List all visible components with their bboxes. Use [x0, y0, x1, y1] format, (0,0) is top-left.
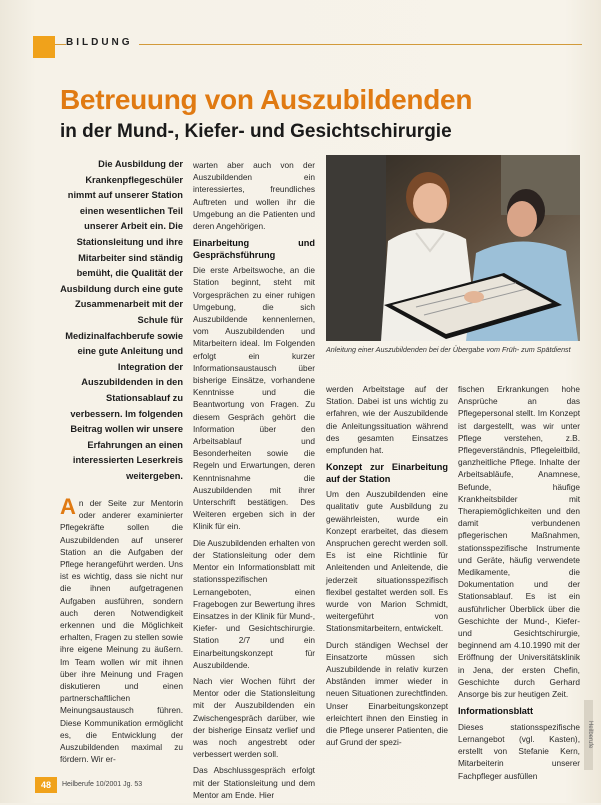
section-label: BILDUNG — [66, 37, 139, 48]
intro-paragraph: Die Ausbildung der Krankenpflegeschüler nimmt auf unserer Station einen wesentlichen Teil unserer Arbeit ein. Die Stationsleitung und ihre Mitarbeiter sind ständig bemüht, die Qualität der Ausbildung durch eine gute Zusammenarbeit mit der Schule für Medizinalfachberufe sowie eine gute Anleitung und Integration der Auszubildenden in den Stationsablauf zu verbessern. Im folgenden Beitrag wollen wir unsere Erfahrungen an einen interessierten Leserkreis weitergeben. — [60, 159, 183, 481]
body-paragraph: Dieses stationsspezifische Lernangebot (vgl. Kasten), erstellt von Stefanie Kern, Mitarbeiterin unserer Fachpfleger ausfüllen — [458, 721, 580, 781]
photo-caption: Anleitung einer Auszubildenden bei der Übergabe vom Früh- zum Spätdienst — [326, 345, 571, 354]
page-number: 48 — [35, 777, 57, 793]
side-tab-label: Heilberufe — [584, 700, 593, 770]
article-photo — [326, 155, 580, 341]
subheading-konzept: Konzept zur Einarbeitung auf der Station — [326, 462, 448, 484]
photo-illustration — [326, 155, 580, 341]
drop-cap: A — [60, 494, 76, 519]
journal-reference: Heilberufe 10/2001 Jg. 53 — [62, 781, 143, 788]
body-paragraph: Das Abschlussgespräch erfolgt mit der Stationsleitung und dem Mentor am Ende. Hier — [193, 765, 315, 800]
article-subtitle: in der Mund-, Kiefer- und Gesichtschirurgie — [60, 121, 452, 142]
kicker-color-box — [33, 36, 55, 58]
body-column-1 — [60, 494, 183, 769]
body-paragraph — [60, 494, 183, 765]
body-column-3 — [326, 383, 448, 752]
body-paragraph: warten aber auch von der Auszubildenden ein interessiertes, freundliches Auftreten und wollen ihr die Umgebung an die Patienten und deren Angehörigen. — [193, 160, 315, 232]
subheading-informationsblatt: Informationsblatt — [458, 706, 534, 717]
body-paragraph: Um den Auszubildenden eine qualitativ gute Ausbildung zu gewährleisten, wurde ein Konzept erarbeitet, das diesem Anspruchen gerecht werden soll. Es ist eine Richtlinie für Anleitenden und Anleitende, die jederzeit situationsspezifisch flexibel gestaltet werden soll. Es wurde von Marion Schmidt, weitergeführt von Stationsmitarbeitern, entwickelt. — [326, 489, 448, 634]
body-paragraph: fischen Erkrankungen hohe Ansprüche an das Pflegepersonal stellt. Im Konzept ist dargestellt, was wir unter Pflege verstehen, z.B. Pflegeverständnis, Pflegeleitbild, ganzheitliche Pflege. Inhalte der Arbeitsabläufe, Anamnese, Befunde, häufige Krankheitsbilder mit Therapiemöglichkeiten und den damit verbundenen pflegerischen Maßnahmen, stationsspezifische Instrumente und Geräte, häufig verwendete Medikamente, die Dokumentation und der Stationsablauf. Es ist ein ausführlicher Überblick über die Geschichte der Mund-, Kiefer- und Gesichtschirurgie, beginnend am 4.10.1990 mit der Eröffnung der Universitätsklinik in Jena, der ersten Chefin, Geschichte durch Gerhard Ansorge bis zur heutigen Zeit. — [458, 384, 580, 700]
section-kicker — [33, 36, 593, 58]
body-paragraph: Durch ständigen Wechsel der Einsatzorte müssen sich Auszubildende in relativ kurzen Abständen immer wieder in neuen Situationen zurechtfinden. Unser Einarbeitungskonzept erleichtert ihnen den Einstieg in die Pflege unserer Patienten, die auf Grund der spezi- — [326, 639, 448, 748]
body-column-4 — [458, 383, 580, 786]
body-paragraph: Die Auszubildenden erhalten von der Stationsleitung oder dem Mentor ein Informationsblatt mit stationsspezifischen Lernangeboten, einen Fragebogen zur Bewertung ihres Einsatzes in der Klinik für Mund-, Kiefer- und Gesichtschirurgie. Station 2/7 und ein Einarbeitungskonzept für Auszubildende. — [193, 537, 315, 670]
body-column-2 — [193, 159, 315, 805]
article-title: Betreuung von Auszubildenden — [60, 84, 473, 115]
body-paragraph: werden Arbeitstage auf der Station. Dabei ist uns wichtig zu erfahren, wie der Auszubildende die Anleitungssituation während des gesamten Einsatzes empfunden hat. — [326, 384, 448, 456]
subheading-einarbeitung: Einarbeitung und Gesprächsführung — [193, 238, 315, 260]
body-paragraph: Die erste Arbeitswoche, an die Station beginnt, steht mit Vorgesprächen zu einer ruhigen Umgebung, die sich Auszubildende kennenlernen, vom Auszubildenden und Mitarbeitern ideal. Im Folgenden erfolgt ein kurzer Informationsaustausch über bisherige Einsätze, vorhandene Kenntnisse und die Beantwortung von Fragen. Zu diesem Gespräch gehört die Information über den Arbeitsablauf und Besonderheiten sowie die Regeln und Erwartungen, deren Kenntnisnahme die Auszubildenden mit ihrer Unterschrift bestätigen. Des Weiteren ergeben sich in der Klinik für ein. — [193, 265, 315, 532]
paragraph-text: n der Seite zur Mentorin oder anderer examinierter Pflegekräfte sollen die Auszubildenden auf unserer Station an die Aufgaben der Pflege herangeführt werden. Uns ist es wichtig, dass sie nicht nur die ihnen aufgetragenen Aufgaben ausführen, sondern auch deren Notwendigkeit erkennen und die Möglichkeit erhalten, Fragen zu stellen sowie ihre eigene Meinung zu äußern. Im Team wollen wir mit ihnen über ihre Meinung und Fragen diskutieren und einen partnerschaftlichen Meinungsaustausch führen. Diese Kommunikation ermöglicht es, die Entwicklung der Auszubildenden maximal zu fördern. Wir er- — [60, 498, 183, 765]
body-paragraph: Nach vier Wochen führt der Mentor oder die Stationsleitung mit der Auszubildenden ein Zwischengespräch darüber, wie der bisherige Einsatz verlief und was noch angestrebt oder verbessert werden soll. — [193, 675, 315, 760]
